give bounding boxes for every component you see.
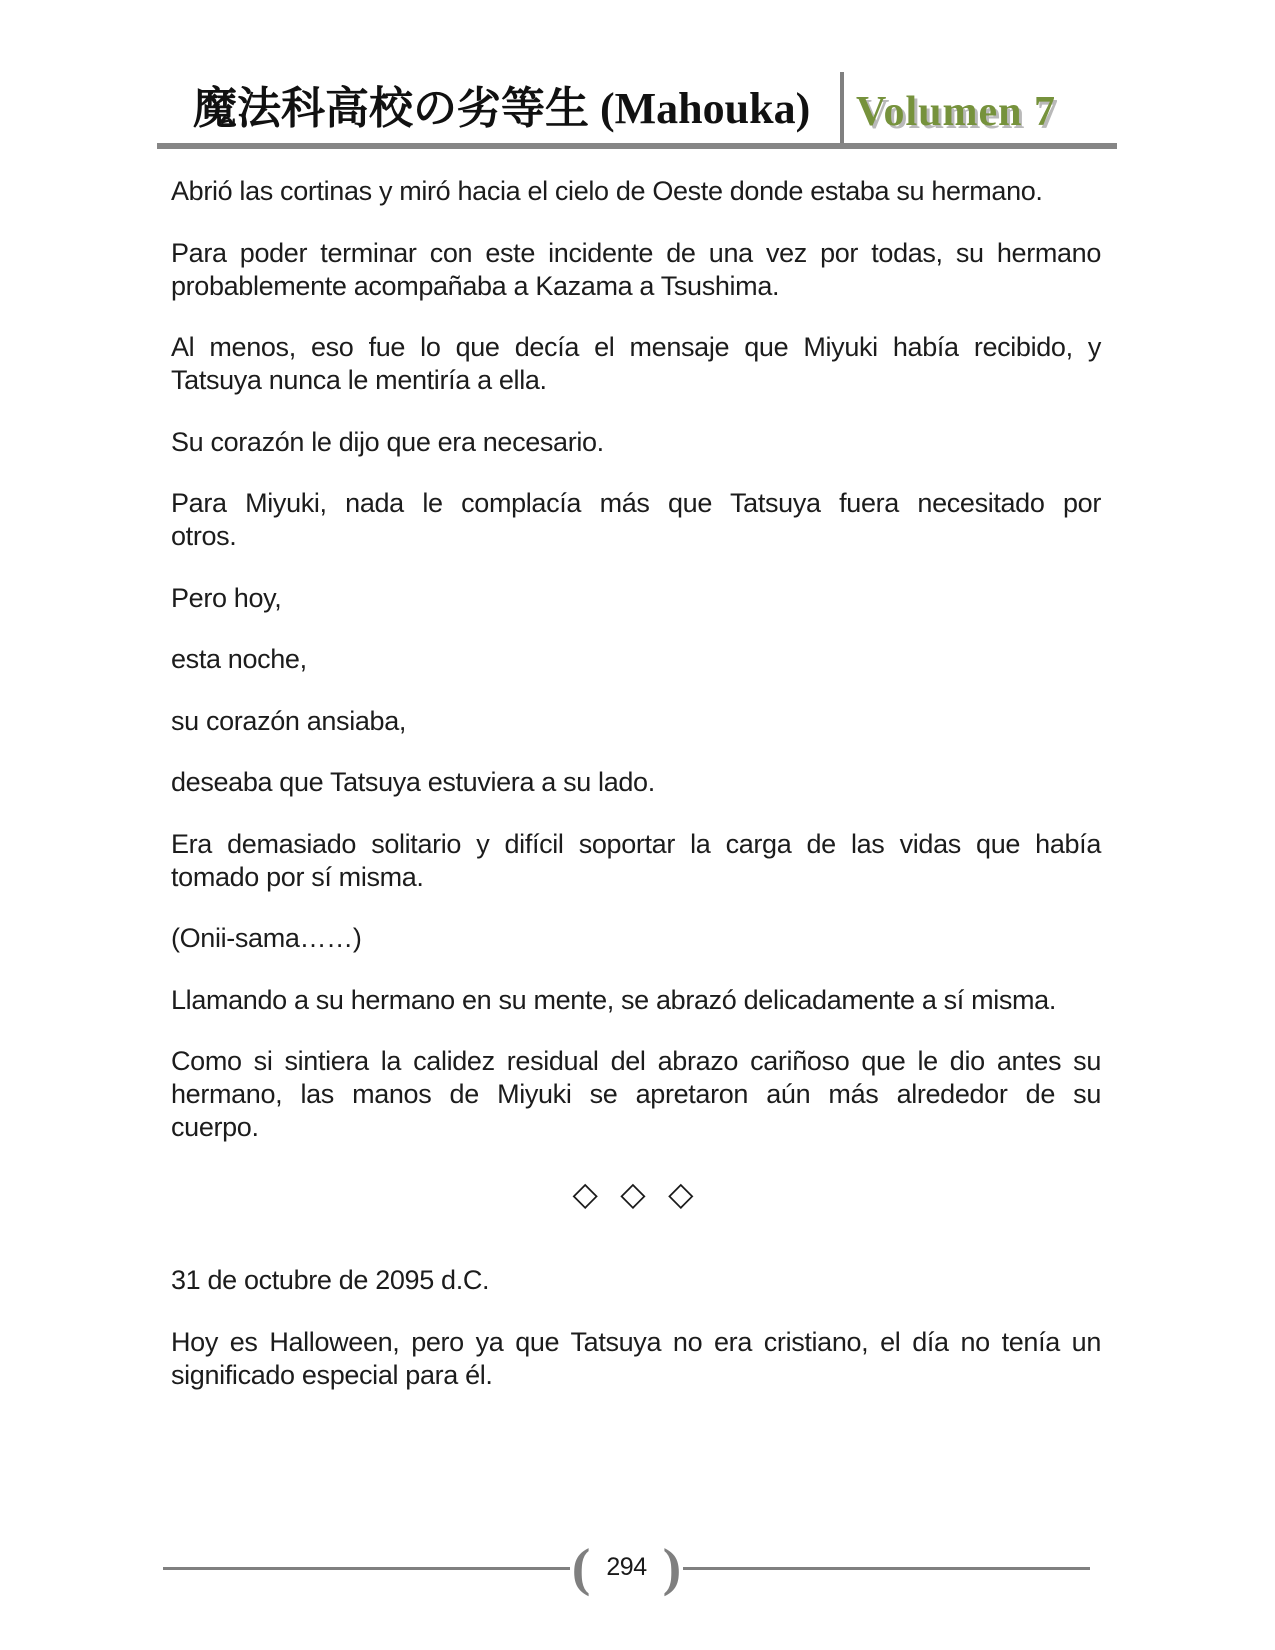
body-paragraph (171, 487, 1101, 553)
text-line: probablemente acompañaba a Kazama a Tsushima. (171, 270, 780, 301)
text-line: Era demasiado solitario y difícil soportar la carga de las vidas que había (171, 828, 1101, 859)
left-bracket-glyph: ( (571, 1538, 591, 1598)
footer-rule-left (163, 1567, 570, 1570)
page-footer (163, 1538, 1090, 1598)
footer-rule-right (683, 1567, 1090, 1570)
body-paragraph (171, 175, 1101, 208)
volume-label: Volumen 7 (856, 89, 1056, 135)
header-rule (157, 143, 1117, 149)
body-paragraph (171, 705, 1101, 738)
body-paragraph (171, 582, 1101, 615)
text-line: Hoy es Halloween, pero ya que Tatsuya no era cristiano, el día no tenía un (171, 1326, 1101, 1357)
header-vertical-divider (840, 72, 844, 149)
right-bracket-glyph: ) (662, 1538, 682, 1598)
text-line: tomado por sí misma. (171, 861, 424, 892)
text-line: esta noche, (171, 644, 307, 674)
body-paragraph (171, 828, 1101, 894)
body-paragraph (171, 1264, 1101, 1297)
page-number: 294 (606, 1552, 647, 1581)
body-paragraphs-bottom (171, 1264, 1101, 1392)
body-paragraph (171, 1326, 1101, 1392)
body-paragraph (171, 237, 1101, 303)
text-line: otros. (171, 521, 237, 551)
text-line: significado especial para él. (171, 1359, 493, 1390)
body-paragraphs-top (171, 175, 1101, 1144)
text-line: deseaba que Tatsuya estuviera a su lado. (171, 767, 655, 797)
body-paragraph (171, 643, 1101, 676)
body-text (171, 175, 1101, 1420)
text-line: Pero hoy, (171, 582, 282, 613)
body-paragraph (171, 331, 1101, 397)
text-line: Su corazón le dijo que era necesario. (171, 426, 604, 457)
section-divider-diamonds: ◇ ◇ ◇ (572, 1174, 700, 1213)
text-line: su corazón ansiaba, (171, 705, 407, 736)
body-paragraph (171, 1045, 1101, 1144)
text-line: Para Miyuki, nada le complacía más que Tatsuya fuera necesitado por (171, 488, 1101, 518)
text-line: Como si sintiera la calidez residual del abrazo cariñoso que le dio antes su (171, 1046, 1101, 1076)
body-paragraph (171, 426, 1101, 459)
text-line: Al menos, eso fue lo que decía el mensaje que Miyuki había recibido, y (171, 332, 1101, 362)
page-number-group (571, 1538, 682, 1598)
body-paragraph (171, 922, 1101, 955)
body-paragraph (171, 984, 1101, 1017)
text-line: cuerpo. (171, 1112, 259, 1142)
body-paragraph (171, 766, 1101, 799)
text-line: hermano, las manos de Miyuki se apretaron aún más alrededor de su (171, 1079, 1101, 1109)
series-title: 魔法科高校の劣等生 (Mahouka) (193, 84, 811, 133)
text-line: Abrió las cortinas y miró hacia el cielo de Oeste donde estaba su hermano. (171, 176, 1043, 206)
text-line: Tatsuya nunca le mentiría a ella. (171, 365, 547, 395)
text-line: Llamando a su hermano en su mente, se abrazó delicadamente a sí misma. (171, 984, 1056, 1015)
text-line: Para poder terminar con este incidente de una vez por todas, su hermano (171, 237, 1101, 268)
text-line: (Onii-sama……) (171, 923, 362, 953)
text-line: 31 de octubre de 2095 d.C. (171, 1265, 490, 1295)
